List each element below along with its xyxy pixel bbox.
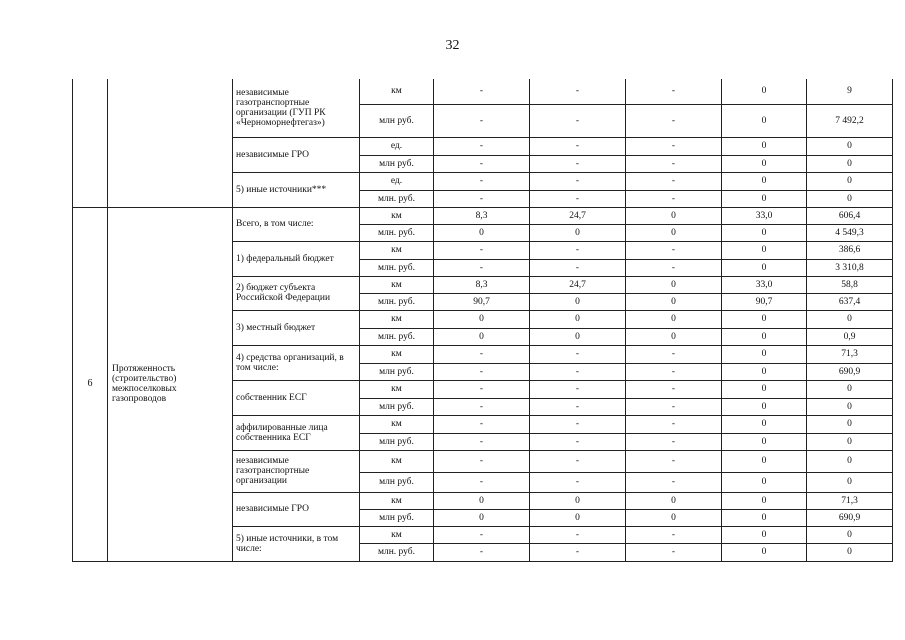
value-cell: 0 (807, 398, 893, 415)
source-description-cell: Всего, в том числе: (233, 207, 360, 241)
value-cell: - (626, 472, 722, 492)
value-cell: 0,9 (807, 328, 893, 345)
unit-cell: млн. руб. (360, 190, 434, 207)
value-cell: - (434, 345, 530, 363)
value-cell: 8,3 (434, 207, 530, 224)
value-cell: - (434, 543, 530, 561)
unit-cell: км (360, 450, 434, 472)
source-description-cell: независимые газотранспортные организации (ГУП РК «Черноморнефтегаз») (233, 79, 360, 137)
unit-cell: млн руб. (360, 472, 434, 492)
value-cell: - (530, 450, 626, 472)
value-cell: - (434, 450, 530, 472)
unit-cell: млн. руб. (360, 543, 434, 561)
unit-cell: млн. руб. (360, 293, 434, 310)
value-cell: 0 (807, 310, 893, 328)
value-cell: 90,7 (722, 293, 807, 310)
value-cell: - (434, 472, 530, 492)
unit-cell: млн руб. (360, 398, 434, 415)
value-cell: - (626, 363, 722, 380)
value-cell: 0 (807, 450, 893, 472)
unit-cell: млн. руб. (360, 224, 434, 241)
value-cell: 0 (807, 137, 893, 155)
unit-cell: км (360, 380, 434, 398)
value-cell: - (530, 415, 626, 433)
unit-cell: км (360, 526, 434, 543)
page-number: 32 (445, 38, 460, 53)
value-cell: - (434, 137, 530, 155)
value-cell: - (626, 79, 722, 104)
value-cell: - (434, 79, 530, 104)
value-cell: - (530, 526, 626, 543)
value-cell: - (530, 241, 626, 259)
unit-cell: км (360, 276, 434, 293)
unit-cell: км (360, 415, 434, 433)
value-cell: 0 (722, 155, 807, 172)
value-cell: - (626, 380, 722, 398)
value-cell: 0 (722, 433, 807, 450)
value-cell: 71,3 (807, 345, 893, 363)
value-cell: 0 (626, 310, 722, 328)
source-description-cell: 1) федеральный бюджет (233, 241, 360, 276)
value-cell: 0 (722, 310, 807, 328)
value-cell: 0 (722, 224, 807, 241)
source-description-cell: 3) местный бюджет (233, 310, 360, 345)
value-cell: - (530, 190, 626, 207)
value-cell: 0 (722, 137, 807, 155)
source-description-cell: независимые ГРО (233, 137, 360, 172)
value-cell: - (626, 398, 722, 415)
value-cell: 0 (722, 328, 807, 345)
value-cell: - (434, 259, 530, 276)
value-cell: 0 (807, 172, 893, 190)
value-cell: 0 (626, 328, 722, 345)
data-table (72, 79, 893, 562)
value-cell: 0 (722, 398, 807, 415)
unit-cell: млн руб. (360, 509, 434, 526)
value-cell: 8,3 (434, 276, 530, 293)
value-cell: 0 (722, 415, 807, 433)
value-cell: 0 (626, 492, 722, 509)
value-cell: 0 (434, 310, 530, 328)
value-cell: - (530, 363, 626, 380)
value-cell: 0 (722, 172, 807, 190)
value-cell: - (530, 155, 626, 172)
value-cell: - (530, 259, 626, 276)
value-cell: - (434, 398, 530, 415)
value-cell: 0 (530, 492, 626, 509)
value-cell: - (530, 398, 626, 415)
value-cell: - (626, 526, 722, 543)
unit-cell: км (360, 207, 434, 224)
indicator-name-cell: Протяженность (строительство) межпоселковых газопроводов (108, 207, 233, 561)
value-cell: 0 (722, 104, 807, 137)
value-cell: 0 (626, 509, 722, 526)
unit-cell: млн руб. (360, 155, 434, 172)
value-cell: 33,0 (722, 276, 807, 293)
value-cell: 637,4 (807, 293, 893, 310)
unit-cell: км (360, 79, 434, 104)
value-cell: - (530, 172, 626, 190)
table-row (73, 207, 893, 224)
value-cell: 7 492,2 (807, 104, 893, 137)
value-cell: - (530, 380, 626, 398)
value-cell: - (434, 190, 530, 207)
unit-cell: км (360, 310, 434, 328)
value-cell: 606,4 (807, 207, 893, 224)
value-cell: 0 (626, 276, 722, 293)
value-cell: - (530, 472, 626, 492)
unit-cell: км (360, 345, 434, 363)
source-description-cell: 4) средства организаций, в том числе: (233, 345, 360, 380)
value-cell: - (434, 104, 530, 137)
value-cell: 0 (434, 509, 530, 526)
value-cell: - (530, 137, 626, 155)
value-cell: 0 (722, 259, 807, 276)
value-cell: 90,7 (434, 293, 530, 310)
unit-cell: км (360, 241, 434, 259)
value-cell: 0 (626, 207, 722, 224)
value-cell: 0 (807, 190, 893, 207)
value-cell: 0 (807, 380, 893, 398)
unit-cell: ед. (360, 172, 434, 190)
value-cell: 0 (722, 526, 807, 543)
value-cell: - (530, 543, 626, 561)
value-cell: - (434, 433, 530, 450)
unit-cell: ед. (360, 137, 434, 155)
value-cell: 0 (807, 526, 893, 543)
value-cell: 3 310,8 (807, 259, 893, 276)
value-cell: 0 (722, 450, 807, 472)
value-cell: - (434, 526, 530, 543)
value-cell: 0 (807, 543, 893, 561)
value-cell: 33,0 (722, 207, 807, 224)
value-cell: 58,8 (807, 276, 893, 293)
source-description-cell: аффилированные лица собственника ЕСГ (233, 415, 360, 450)
value-cell: - (434, 241, 530, 259)
value-cell: - (626, 259, 722, 276)
value-cell: 0 (434, 492, 530, 509)
source-description-cell: 2) бюджет субъекта Российской Федерации (233, 276, 360, 310)
value-cell: - (530, 433, 626, 450)
unit-cell: млн. руб. (360, 328, 434, 345)
value-cell: - (530, 345, 626, 363)
unit-cell: млн. руб. (360, 259, 434, 276)
value-cell: 0 (807, 433, 893, 450)
value-cell: 0 (626, 293, 722, 310)
unit-cell: км (360, 492, 434, 509)
value-cell: - (626, 190, 722, 207)
value-cell: 0 (722, 345, 807, 363)
value-cell: - (626, 415, 722, 433)
value-cell: 0 (626, 224, 722, 241)
value-cell: 386,6 (807, 241, 893, 259)
value-cell: 0 (722, 363, 807, 380)
value-cell: - (626, 137, 722, 155)
unit-cell: млн руб. (360, 363, 434, 380)
value-cell: 24,7 (530, 207, 626, 224)
source-description-cell: независимые газотранспортные организации (233, 450, 360, 492)
value-cell: 0 (530, 310, 626, 328)
value-cell: 4 549,3 (807, 224, 893, 241)
value-cell: - (530, 104, 626, 137)
value-cell: 0 (530, 224, 626, 241)
value-cell: 0 (434, 328, 530, 345)
value-cell: 0 (722, 190, 807, 207)
value-cell: 71,3 (807, 492, 893, 509)
unit-cell: млн руб. (360, 104, 434, 137)
value-cell: 9 (807, 79, 893, 104)
value-cell: - (626, 543, 722, 561)
value-cell: 0 (722, 543, 807, 561)
value-cell: - (626, 433, 722, 450)
source-description-cell: 5) иные источники*** (233, 172, 360, 207)
value-cell: 0 (807, 472, 893, 492)
value-cell: 0 (807, 155, 893, 172)
value-cell: 0 (722, 380, 807, 398)
value-cell: 690,9 (807, 363, 893, 380)
value-cell: 0 (530, 293, 626, 310)
value-cell: 0 (434, 224, 530, 241)
value-cell: - (626, 450, 722, 472)
value-cell: 0 (530, 328, 626, 345)
value-cell: - (434, 363, 530, 380)
value-cell: - (434, 172, 530, 190)
value-cell: - (434, 380, 530, 398)
table-row (73, 79, 893, 104)
value-cell: - (626, 345, 722, 363)
value-cell: - (626, 155, 722, 172)
value-cell: 0 (530, 509, 626, 526)
source-description-cell: 5) иные источники, в том числе: (233, 526, 360, 561)
indicator-name-cell (108, 79, 233, 207)
value-cell: - (626, 241, 722, 259)
value-cell: - (434, 415, 530, 433)
value-cell: - (626, 172, 722, 190)
value-cell: 0 (807, 415, 893, 433)
value-cell: 0 (722, 241, 807, 259)
row-number-cell: 6 (73, 207, 108, 561)
value-cell: - (626, 104, 722, 137)
value-cell: 0 (722, 509, 807, 526)
value-cell: 0 (722, 79, 807, 104)
row-number-cell (73, 79, 108, 207)
source-description-cell: независимые ГРО (233, 492, 360, 526)
source-description-cell: собственник ЕСГ (233, 380, 360, 415)
table-body (73, 79, 893, 561)
value-cell: 690,9 (807, 509, 893, 526)
value-cell: 0 (722, 492, 807, 509)
value-cell: 0 (722, 472, 807, 492)
unit-cell: млн руб. (360, 433, 434, 450)
value-cell: - (530, 79, 626, 104)
value-cell: 24,7 (530, 276, 626, 293)
value-cell: - (434, 155, 530, 172)
